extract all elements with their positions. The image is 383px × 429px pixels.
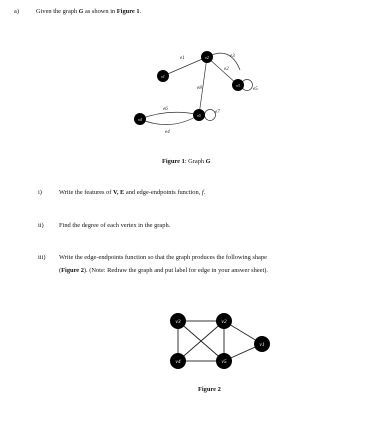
question-prompt: Given the graph G as shown in Figure 1.: [36, 8, 142, 15]
label-v4: v4: [138, 118, 142, 122]
figure2-caption: Figure 2: [198, 386, 221, 393]
label-e2: e2: [224, 67, 229, 72]
subq-ii-text: Find the degree of each vertex in the graph.: [59, 222, 171, 229]
subq-iii-line2: (Figure 2). (Note: Redraw the graph and put label for edge in your answer sheet).: [59, 267, 268, 274]
figure1-caption: Figure 1: Graph G: [162, 158, 211, 165]
label-v2: v2: [205, 56, 209, 60]
subq-iii-line1: Write the edge-endpoints function so that the graph produces the following shape: [59, 254, 267, 261]
fig2-label-v4: v4: [175, 359, 181, 365]
subq-iii-number: iii): [38, 254, 46, 261]
subq-i-text: Write the features of V, E and edge-endpoints function, f.: [59, 189, 206, 196]
label-e8: e8: [197, 86, 202, 91]
label-e5: e5: [253, 87, 258, 92]
fig2-label-v2: v2: [221, 319, 227, 325]
label-e7: e7: [215, 110, 220, 115]
fig2-label-v5: v5: [221, 359, 227, 365]
question-number: a): [14, 8, 19, 15]
label-e4: e4: [165, 130, 170, 135]
label-v5: v5: [197, 114, 201, 118]
label-v3: v3: [236, 84, 240, 88]
label-v1: v1: [161, 75, 165, 79]
fig2-label-v3: v3: [175, 319, 181, 325]
label-e6: e6: [163, 107, 168, 112]
subq-i-number: i): [38, 189, 42, 196]
label-e3: e3: [230, 54, 235, 59]
label-e1: e1: [180, 56, 185, 61]
fig2-label-v1: v1: [259, 342, 265, 348]
subq-ii-number: ii): [38, 222, 44, 229]
